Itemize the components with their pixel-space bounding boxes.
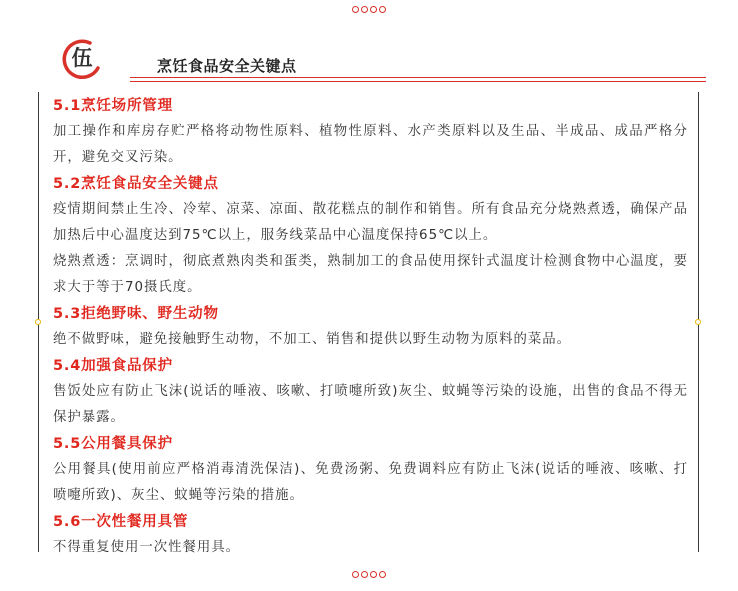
section-block <box>53 171 688 301</box>
section-heading: 5.6一次性餐用具管 <box>53 514 189 530</box>
section-paragraph: 加工操作和库房存贮严格将动物性原料、植物性原料、水产类原料以及生品、半成品、成品严格分开，避免交叉污染。 <box>53 124 688 165</box>
ornament-dot <box>352 571 359 578</box>
ornament-dot <box>379 571 386 578</box>
section-block <box>53 301 688 353</box>
section-heading: 5.5公用餐具保护 <box>53 436 173 452</box>
article-body <box>53 93 688 561</box>
ornament-dot <box>361 571 368 578</box>
section-block <box>53 93 688 171</box>
title-underline <box>130 77 706 82</box>
section-number-badge <box>60 38 100 78</box>
frame-right-knob <box>695 319 701 325</box>
ornament-dot <box>370 6 377 13</box>
ornament-dot <box>361 6 368 13</box>
frame-left-knob <box>35 319 41 325</box>
section-heading: 5.1烹饪场所管理 <box>53 98 173 114</box>
section-paragraph: 售饭处应有防止飞沫(说话的唾液、咳嗽、打喷嚏所致)灰尘、蚊蝇等污染的设施，出售的食品不得无保护暴露。 <box>53 384 688 425</box>
section-heading: 5.3拒绝野味、野生动物 <box>53 306 219 322</box>
section-paragraph: 疫情期间禁止生冷、冷荤、凉菜、凉面、散花糕点的制作和销售。所有食品充分烧熟煮透，确保产品加热后中心温度达到75℃以上，服务线菜品中心温度保持65℃以上。 <box>53 202 688 243</box>
section-paragraph: 公用餐具(使用前应严格消毒清洗保洁)、免费汤粥、免费调料应有防止飞沫(说话的唾液、咳嗽、打喷嚏所致)、灰尘、蚊蝇等污染的措施。 <box>53 462 688 503</box>
section-block <box>53 509 688 561</box>
section-paragraph: 烧熟煮透：烹调时，彻底煮熟肉类和蛋类，熟制加工的食品使用探针式温度计检测食物中心温度，要求大于等于70摄氏度。 <box>53 254 688 295</box>
section-heading: 5.2烹饪食品安全关键点 <box>53 176 219 192</box>
badge-character: 伍 <box>71 45 93 70</box>
section-paragraph: 不得重复使用一次性餐用具。 <box>53 540 241 555</box>
section-heading: 5.4加强食品保护 <box>53 358 173 374</box>
bottom-ornament-dots <box>0 571 738 578</box>
page-title: 烹饪食品安全关键点 <box>157 57 297 75</box>
section-block <box>53 431 688 509</box>
ornament-dot <box>370 571 377 578</box>
ornament-dot <box>379 6 386 13</box>
ornament-dot <box>352 6 359 13</box>
top-ornament-dots <box>0 6 738 13</box>
section-block <box>53 353 688 431</box>
section-paragraph: 绝不做野味，避免接触野生动物，不加工、销售和提供以野生动物为原料的菜品。 <box>53 332 572 347</box>
